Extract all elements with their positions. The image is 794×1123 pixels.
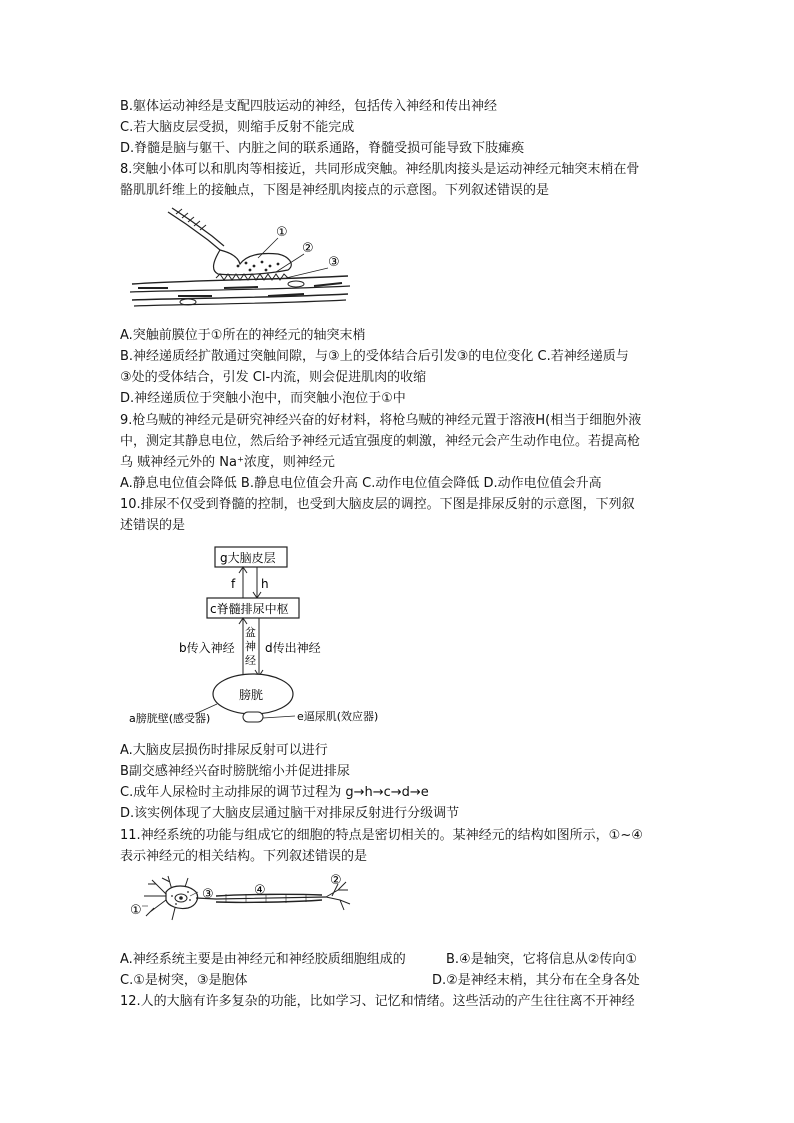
option-10c: C.成年人尿检时主动排尿的调节过程为 g→h→c→d→e [120, 785, 429, 800]
pelvic-char-2: 神 [245, 640, 256, 653]
option-7d: D.脊髓是脑与躯干、内脏之间的联系通路，脊髓受损可能导致下肢瘫痪 [120, 141, 525, 156]
pathway-f: f [231, 577, 236, 591]
pelvic-char-3: 经 [245, 654, 256, 667]
option-11c: C.①是树突，③是胞体 [120, 973, 248, 988]
option-7b: B.躯体运动神经是支配四肢运动的神经，包括传入神经和传出神经 [120, 99, 498, 114]
question-9-stem: 9.枪乌贼的神经元是研究神经兴奋的好材料，将枪乌贼的神经元置于溶液H(相当于细胞外液 [120, 413, 642, 428]
option-11b: B.④是轴突，它将信息从②传向① [446, 952, 638, 967]
question-11-stem-cont: 表示神经元的相关结构。下列叙述错误的是 [120, 849, 368, 864]
option-8c-cont: ③处的受体结合，引发 Cl-内流，则会促进肌肉的收缩 [120, 370, 427, 385]
option-11a: A.神经系统主要是由神经元和神经胶质细胞组成的 [120, 952, 406, 967]
neuromuscular-junction-figure [128, 206, 358, 310]
question-9-stem-cont2: 乌 贼神经元外的 Na⁺浓度，则神经元 [120, 455, 335, 470]
question-9-stem-cont: 中，测定其静息电位，然后给予神经元适宜强度的刺激，神经元会产生动作电位。若提高枪 [120, 434, 641, 449]
option-8d: D.神经递质位于突触小泡中，而突触小泡位于①中 [120, 391, 406, 406]
marker-2: ② [302, 241, 314, 256]
question-8-stem-cont: 骼肌肌纤维上的接触点，下图是神经肌肉接点的示意图。下列叙述错误的是 [120, 183, 550, 198]
neuron-figure [126, 870, 356, 928]
option-10a: A.大脑皮层损伤时排尿反射可以进行 [120, 743, 328, 758]
option-10b: B副交感神经兴奋时膀胱缩小并促进排尿 [120, 764, 350, 779]
cortex-label: g大脑皮层 [220, 551, 276, 565]
options-9: A.静息电位值会降低 B.静息电位值会升高 C.动作电位值会降低 D.动作电位值会升高 [120, 476, 602, 491]
bladder-label: 膀胱 [239, 688, 264, 702]
marker-2: ② [330, 873, 342, 888]
afferent-nerve-label: b传入神经 [179, 641, 235, 655]
question-10-stem: 10.排尿不仅受到脊髓的控制，也受到大脑皮层的调控。下图是排尿反射的示意图，下列叙 [120, 497, 635, 512]
marker-4: ④ [254, 883, 266, 898]
question-10-stem-cont: 述错误的是 [120, 518, 186, 533]
question-12-stem: 12.人的大脑有许多复杂的功能，比如学习、记忆和情绪。这些活动的产生往往离不开神经 [120, 994, 635, 1009]
option-7c: C.若大脑皮层受损，则缩手反射不能完成 [120, 120, 355, 135]
question-8-stem: 8.突触小体可以和肌肉等相接近，共同形成突触。神经肌肉接头是运动神经元轴突末梢在骨 [120, 162, 640, 177]
receptor-label: a膀胱壁(感受器) [129, 712, 211, 725]
option-10d: D.该实例体现了大脑皮层通过脑干对排尿反射进行分级调节 [120, 806, 460, 821]
pelvic-char-1: 盆 [245, 626, 256, 639]
marker-3: ③ [328, 255, 340, 270]
option-8b: B.神经递质经扩散通过突触间隙，与③上的受体结合后引发③的电位变化 C.若神经递质与 [120, 349, 629, 364]
effector-label: e逼尿肌(效应器) [297, 710, 379, 723]
pathway-h: h [261, 577, 269, 591]
urination-reflex-figure [125, 542, 405, 732]
option-8a: A.突触前膜位于①所在的神经元的轴突末梢 [120, 328, 366, 343]
marker-3: ③ [202, 887, 214, 902]
spinal-center-label: c脊髓排尿中枢 [210, 602, 289, 616]
efferent-nerve-label: d传出神经 [265, 641, 321, 655]
option-11d: D.②是神经末梢，其分布在全身各处 [432, 973, 640, 988]
marker-1: ① [130, 903, 142, 918]
marker-1: ① [276, 225, 288, 240]
question-11-stem: 11.神经系统的功能与组成它的细胞的特点是密切相关的。某神经元的结构如图所示，①~④ [120, 828, 643, 843]
